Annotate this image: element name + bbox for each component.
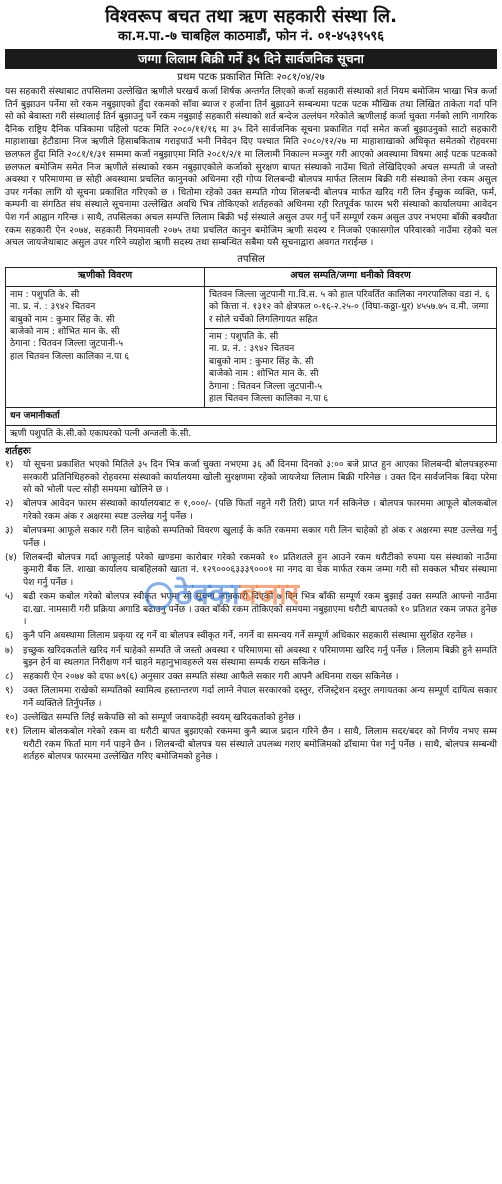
term-number: (४) [5,552,17,563]
term-number: ९) [5,686,14,697]
org-address: का.म.पा.-७ चाबहिल काठमाडौं, फोन नं. ०१-४५३९५९६ [118,29,384,44]
property-divider [205,328,496,329]
term-text: कुनै पनि अवस्थामा लिलाम प्रकृया रद्द गर्ने वा बोलपत्र स्वीकृत गर्ने, नगर्ने वा समन्वय गर्ने सम्पूर्ण अधिकार सहकारी संस्थामा सुरक्षित रहनेछ । [23,631,474,642]
intro-paragraph: यस सहकारी संस्थाबाट तपसिलमा उल्लेखित ऋणीले घरखर्च कर्जा शिर्षक अन्तर्गत लिएको कर्जा सहकारी संस्थाको शर्त नियम बमोजिम भाखा भित्र कर्जा तिर्न बुझाउन पर्नेमा सो रकम नबुझाएको हुँदा रकमको साँवा ब्याज र हर्जाना तिर्न बुझाउने सम्बन्धमा पटक पटक मौखिक तथा लिखित ताकेता गर्दा पनि सो को बेवास्ता गरी संस्थालाई तिर्न बुझाउनु पर्ने रकम नबुझाई सहकारी संस्थाको शर्त बन्देज उल्लंघन गरेकोले ऋणीलाई कर्जा चुक्ता गर्नको लागि नागरिक दैनिक राष्ट्रिय दैनिक पत्रिकामा पहिलो पटक मिति २०८०/११/१६ मा ३५ दिने सार्वजनिक सूचना प्रकाशित गर्दा समेत कर्जा बुझाउनुको साटो सहकारी माहाशाखा हेटौडामा निज ऋणीले हिसाबकिताब गराइपाउँ भनी निवेदन दिए पश्चात मिति २०८०/१२/२७ मा माहाशाखाको अधिकृत समेतको रोहवरमा छलफल हुँदा मिति २०८१/१/३१ सम्ममा कर्जा नबुझाएमा मिति २०८१/२/१ मा लिलामी निकाल्न मञ्जुर गरी आएको अवस्थामा विषमा आई पटक पटकको छलफल बमोजिम समेत निज ऋणीले संस्थाको रकम नबुझाएकोले कर्जाको सुरक्षण बापत संस्थाको नाउँमा धितो लेखिदिएको अचल सम्पती जे जस्तो अवस्था र परिमाणमा छ सोही अवस्थामा प्रचलित कानुनको अधिनमा रही गोप्य शिलबन्दी बोलपत्र मार्फत लिलाम बिक्री गरी संस्थाको लेना रकम असुल उपर गर्नका लागि यो सूचना प्रकाशित गरिएको छ । धितोमा रहेको उक्त सम्पति गोप्य शिलबन्दी बोलपत्र मार्फत खरिद गरी लिन ईच्छुक व्यक्ति, फर्म, कम्पनी वा संगठित संघ संस्थाले सूचनामा उल्लेखित अवधि भित्र तोकिएको शर्तहरुको अधिनमा रही रितपूर्वक फारम भरी संस्थाको कार्यालयमा आवेदन पेश गर्न आह्वान गरिन्छ । साथै, तपसिलका अचल सम्पत्ति लिलाम बिक्री भई संस्थाले असुल उपर गर्नु पर्ने सम्पूर्ण रकम असुल उपर नभएमा बाँकी बक्यौता रकम सहकारी ऐन २०७४, सहकारी नियमावली २०७५ तथा प्रचलित कानुन बमोजिम ऋणी सदस्य र निजको एकासगोल परिवारको नाउँमा रहेको चल अचल जायजेथाबाट असुल उपर गरिने व्यहोरा ऋणी सदस्य तथा सम्बन्धित सबैमा यसै सूचनाद्वारा अवगत गराईन्छ । [5,87,497,249]
borrower-citizenship: ना. प्र. नं. : ३९४२ चितवन [10,302,96,313]
guarantor-cell [6,408,497,443]
details-header-row [6,267,497,286]
term-text: बोलपत्रमा आफूले सकार गरी लिन चाहेको सम्पतिको विवरण खुलाई के कति रकममा सकार गरी लिन चाहेको हो अंक र अक्षरमा स्पष्ट उल्लेख गर्नु पर्नेछ । [23,526,497,549]
term-number: ५) [5,592,14,603]
term-number: १) [5,460,14,471]
borrower-cell [6,286,205,408]
details-row [6,286,497,408]
guarantor-heading: धन जमानीकर्ता [10,411,60,422]
term-item [5,525,497,550]
term-text: उल्लेखित सम्पत्ति लिई सकेपछि सो को सम्पूर्ण जवाफदेही स्वयम् खरिदकर्ताको हुनेछ । [23,712,301,723]
term-text: यो सूचना प्रकाशित भएको मितिले ३५ दिन भित्र कर्जा चुक्ता नभएमा ३६ औं दिनमा दिनको ३:०० बजे प्राप्त हुन आएका शिलबन्दी बोलपत्रहरुमा सरकारी प्रतिनिधिहरुको रोहवरमा संस्थाको कार्यालयमा खोली सुरक्षणमा रहेको जायजेथा लिलाम बिक्री गरिनेछ । उक्त दिन सार्वजनिक बिदा परेमा सो को भोली पल्ट सोही समयमा खोलिने छ । [23,460,497,496]
owner-father: बाबुको नाम : कुमार सिंह के. सी [209,356,314,367]
terms-heading: शर्तहरुः [5,446,31,458]
property-cell [205,286,497,408]
term-number: ८) [5,672,14,683]
guarantor-divider [6,425,496,426]
term-item [5,630,497,643]
term-number: ७) [5,645,14,656]
property-description: चितवन जिल्ला जुटपानी गा.वि.स. ५ को हाल परिवर्तित कालिका नगरपालिका वडा नं. ६ को कित्ता नं. १३१२ को क्षेत्रफल ०-१६-२.२५-० (विघा-कठ्ठा-धुर) ४५५७.७५ व.मी. जग्गा र सोले चर्चेको लिगलिगायत सहित [209,289,490,325]
term-number: ६) [5,631,14,642]
term-number: २) [5,499,14,510]
term-text: इच्छुक खरिदकर्ताले खरिद गर्न चाहेको सम्पति जे जस्तो अवस्था र परिमाणमा सो अवस्था र परिमाणमा खरिद गर्नु पर्नेछ । लिलाम बिक्री हुने सम्पति बुझ्न हेर्न वा स्थलगत निरीक्षण गर्न चाहने महानुभावहरुले यस संस्थामा सम्पर्क राख्न सकिनेछ । [23,645,497,669]
borrower-col-header: ऋणीको विवरण [6,267,205,286]
term-item [5,712,497,725]
org-name: विश्वरूप बचत तथा ऋण सहकारी संस्था लि. [105,6,397,27]
owner-current-address: हाल चितवन जिल्ला कालिका न.पा ६ [209,393,329,404]
watermark-text-a: ठेक्का [175,577,240,612]
publish-date: प्रथम पटक प्रकाशित मितिः २०८१/०४/२७ [177,72,325,83]
terms-list [5,459,497,764]
owner-citizenship: ना. प्र. नं. : ३९४२ चितवन [209,344,295,355]
guarantor-row [6,408,497,443]
owner-address: ठेगाना : चितवन जिल्ला जुटपानी-५ [209,381,323,392]
term-item [5,498,497,523]
guarantor-text: ऋणी पशुपति के.सी.को एकाघरको पत्नी अन्जली के.सी. [10,428,192,439]
term-item [5,552,497,590]
term-number: ३) [5,526,14,537]
details-table [5,267,497,443]
borrower-current-address: हाल चितवन जिल्ला कालिका न.पा ६ [10,351,130,362]
term-text: बढी रकम कबोल गरेको बोलपत्र स्वीकृत भएमा सो सूचना जानकारी दिएको ७ दिन भित्र बाँकी सम्पूर्ण रकम बुझाई उक्त सम्पति आफ्नो नाउँमा दा.खा. नामसारी गरी प्रक्रिया अगाडि बढाउनु पर्नेछ । उक्त बाँकी रकम तोकिएको समयमा नबुझाएमा धरौटी बापतको १० प्रतिशत रकम जफत हुनेछ । [23,592,497,628]
term-item [5,726,497,764]
term-number: १०) [5,712,19,723]
borrower-grandfather: बाजेको नाम : शोभित मान के. सी [10,326,120,337]
term-item [5,645,497,670]
term-text: उक्त लिलाममा राखेको सम्पतिको स्वामित्व हस्तान्तरण गर्दा लाग्ने नेपाल सरकारको दस्तुर, रजिस्ट्रेशन दस्तुर लगायतका अन्य सम्पूर्ण दायित्व सकार गर्ने व्यक्तिले तिर्नुपर्नेछ । [23,686,497,709]
owner-grandfather: बाजेको नाम : शोभित मान के. सी [209,369,319,380]
term-item [5,671,497,684]
tapasil-heading: तपसिल [237,253,265,265]
term-text: शिलबन्दी बोलपत्र गर्दा आफूलाई परेको खण्डमा कारोबार गरेको रकमको १० प्रतिशतले हुन आउने रकम धरौटीको रुपमा यस संस्थाको नाउँमा कुमारी बैंक लि. शाखा कार्यालय चाबहिलको खाता नं. १२९०००६३३३९०००१ मा नगद वा चेक मार्फत रकम जम्मा गरी सो सक्कल भौचर संस्थामा पेश गर्नु पर्नेछ । [23,552,497,589]
term-text: लिलाम बोलकबोल गरेको रकम वा धरौटी बापत बुझाएको रकममा कुनै ब्याज प्रदान गरिने छैन । साथै, लिलाम सदर/बदर को निर्णय नभए सम्म धरौटी रकम फिर्ता माग गर्न पाइने छैन । शिलबन्दी बोलपत्र यस संस्थाले उपलब्ध गराए बमोजिमको ढाँचामा पेश गर्नु पर्नेछ । साथै, बोलपत्र सम्बन्धी शर्तहरु बोलपत्र फारममा उल्लेखित गरिए बमोजिमको हुनेछ । [23,727,497,763]
owner-name: नाम : पशुपति के. सी [209,331,279,342]
term-number: ११) [5,727,19,738]
property-col-header: अचल सम्पति/जग्गा धनीको विवरण [205,267,497,286]
notice-title: जग्गा लिलाम बिक्री गर्ने ३५ दिने सार्वजनिक सूचना [5,49,497,69]
borrower-father: बाबुको नाम : कुमार सिंह के. सी [10,314,115,325]
term-item [5,685,497,710]
term-text: सहकारी ऐन २०७४ को दफा ७९(६) अनुसार उक्त सम्पति संस्था आफैले सकार गरी आफ्नै अधिनमा राख्न सकिनेछ । [23,672,399,683]
borrower-address: ठेगाना : चितवन जिल्ला जुटपानी-५ [10,339,124,350]
term-item [5,591,497,629]
watermark-text-b: बजार [239,577,300,612]
term-item [5,459,497,497]
term-text: बोलपत्र आवेदन फारम संस्थाको कार्यालयबाट रु १,०००/- (पछि फिर्ता नहुने गरी तिरी) प्राप्त गर्न सकिनेछ । बोलपत्र फारममा आफूले बोलकबोल गरेको रकम अंक र अक्षरमा स्पष्ट उल्लेख गर्नु पर्नेछ । [23,499,497,523]
borrower-name: नाम : पशुपति के. सी [10,289,80,300]
